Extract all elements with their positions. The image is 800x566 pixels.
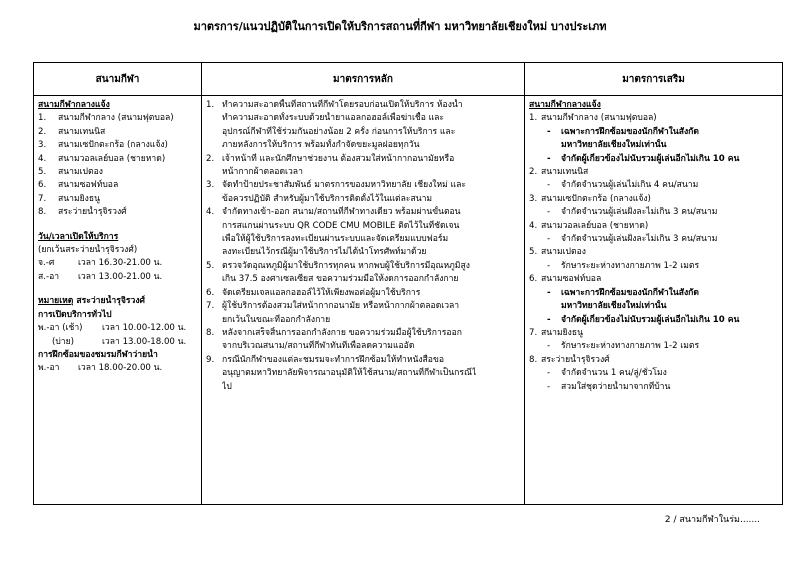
main-measure-line: จากบริเวณสนาม/สถานที่กีฬาทันทีเพื่อลดความแออัด <box>222 341 415 352</box>
main-measure-line: อุปกรณ์กีฬาที่ใช้ร่วมกันอย่างน้อย 2 ครั้ง ก่อนการให้บริการ และ <box>222 126 456 137</box>
extra-measure-number: 2. <box>529 167 538 178</box>
main-measure-line: เกิน 37.5 องศาเซลเซียส ขอความร่วมมือให้งดการออกกำลังกาย <box>222 274 459 285</box>
extra-measure-number: 4. <box>529 220 538 231</box>
main-measure-number: 8. <box>206 327 215 338</box>
extra-measure-number: 3. <box>529 193 538 204</box>
main-measure-item <box>206 153 520 180</box>
venue-item: 5. สนามเปตอง <box>38 167 103 178</box>
extra-measure-item <box>529 166 778 179</box>
main-measure-number: 1. <box>206 100 215 110</box>
main-measure-number: 5. <box>206 260 215 271</box>
extra-measure-label: สนามเซปักตะกร้อ (กลางแจ้ง) <box>541 193 651 204</box>
extra-measure-item <box>529 220 778 233</box>
main-measure-number: 6. <box>206 287 215 298</box>
main-measure-line: ลงทะเบียนไว้กรณีผู้มาใช้บริการไม่ได้นำโทรศัพท์มาด้วย <box>222 247 427 258</box>
main-measure-number: 4. <box>206 207 215 218</box>
main-measure-line: หน้ากากผ้าตลอดเวลา <box>222 167 303 178</box>
main-measure-line: กรณีนักกีฬาของแต่ละชมรมจะทำการฝึกซ้อมให้ทำหนังสือขอ <box>222 354 444 365</box>
extra-measures-column <box>525 96 783 505</box>
venue-item: 2. สนามเทนนิส <box>38 126 106 137</box>
extra-measure-item <box>529 112 778 125</box>
hours-note: (ยกเว้นสระว่ายน้ำรุจิรวงศ์) <box>38 245 138 256</box>
extra-measure-sub: - เฉพาะการฝึกซ้อมของนักกีฬาในสังกัด <box>547 126 699 137</box>
main-measure-line: จัดทำป้ายประชาสัมพันธ์ มาตรการของมหาวิทยาลัย เชียงใหม่ และ <box>222 180 466 191</box>
main-measure-line: ยกเว้นในขณะที่ออกกำลังกาย <box>222 314 331 325</box>
extra-measure-item <box>529 193 778 206</box>
main-measure-line: การสแกนผ่านระบบ QR CODE CMU MOBILE ติดไว้ในที่ชัดเจน <box>222 220 460 231</box>
extra-measure-item <box>529 327 778 340</box>
venue-item: 7. สนามยิงธนู <box>38 193 100 204</box>
training-heading: การฝึกซ้อมของชมรมกีฬาว่ายน้ำ <box>38 349 158 360</box>
extra-measure-sub: มหาวิทยาลัยเชียงใหม่เท่านั้น <box>561 140 667 151</box>
extra-measure-number: 6. <box>529 274 538 285</box>
header-extra-measures: มาตรการเสริม <box>525 63 783 96</box>
header-main-measures: มาตรการหลัก <box>202 63 525 96</box>
venue-item: 1. สนามกีฬากลาง (สนามฟุตบอล) <box>38 113 174 124</box>
header-venue: สนามกีฬา <box>34 63 202 96</box>
measures-table <box>33 62 783 505</box>
extra-measure-sub: - รักษาระยะห่างทางกายภาพ 1-2 เมตร <box>547 260 700 271</box>
extra-measure-sub: - รักษาระยะห่างทางกายภาพ 1-2 เมตร <box>547 341 700 352</box>
extra-measure-label: สนามกีฬากลาง (สนามฟุตบอล) <box>541 113 657 124</box>
main-measure-line: ผู้ใช้บริการต้องสวมใส่หน้ากากอนามัย หรือหน้ากากผ้าตลอดเวลา <box>222 301 460 312</box>
extra-measure-sub: - จำกัดผู้เกี่ยวข้องไม่นับรวมผู้เล่นอีกไม่เกิน 10 คน <box>547 153 740 164</box>
extra-measure-number: 7. <box>529 327 538 338</box>
main-measures-column <box>202 96 525 505</box>
main-measure-number: 2. <box>206 153 215 164</box>
extra-measure-label: สนามวอลเลย์บอล (ชายหาด) <box>541 220 649 231</box>
general-row: พ.-อา (เช้า) เวลา 10.00-12.00 น. <box>38 323 187 334</box>
venue-list <box>38 112 197 219</box>
extra-measure-label: สนามเปตอง <box>541 247 586 258</box>
main-measure-line: เจ้าหน้าที่ และนักศึกษาช่วยงาน ต้องสวมใส่หน้ากากอนามัยหรือ <box>222 153 455 164</box>
main-measure-number: 9. <box>206 354 215 365</box>
extra-measure-number: 8. <box>529 354 538 365</box>
venue-item: 8. สระว่ายน้ำรุจิรวงศ์ <box>38 207 127 218</box>
main-measure-line: เพื่อให้ผู้ใช้บริการลงทะเบียนผ่านระบบและจัดเตรียมแบบฟอร์ม <box>222 234 449 245</box>
extra-measure-sub: - สวมใส่ชุดว่ายน้ำมาจากที่บ้าน <box>547 381 671 392</box>
general-row: (บ่าย) เวลา 13.00-18.00 น. <box>52 336 187 347</box>
venue-item: 4. สนามวอลเลย์บอล (ชายหาด) <box>38 153 166 164</box>
main-measure-line: ตรวจวัดอุณหภูมิผู้มาใช้บริการทุกคน หากพบผู้ใช้บริการมีอุณหภูมิสูง <box>222 260 470 271</box>
hours-row: จ.-ศ เวลา 16.30-21.00 น. <box>38 258 163 269</box>
main-measure-number: 3. <box>206 180 215 191</box>
main-measure-item <box>206 260 520 287</box>
extra-measure-item <box>529 246 778 259</box>
venue-item: 6. สนามซอฟท์บอล <box>38 180 119 191</box>
venue-item: 3. สนามเซปักตะกร้อ (กลางแจ้ง) <box>38 140 168 151</box>
extra-heading: สนามกีฬากลางแจ้ง <box>529 100 601 110</box>
extra-measure-number: 5. <box>529 247 538 258</box>
main-measure-item <box>206 354 520 394</box>
main-measure-item <box>206 206 520 260</box>
main-measure-item <box>206 300 520 327</box>
hours-row: ส.-อา เวลา 13.00-21.00 น. <box>38 271 163 282</box>
main-measure-line: จัดเตรียมเจลแอลกอฮอล์ไว้ให้เพียงพอต่อผู้มาใช้บริการ <box>222 287 421 298</box>
main-measure-number: 7. <box>206 301 215 312</box>
extra-measure-sub: - จำกัดจำนวนผู้เล่นฝั่งละไม่เกิน 3 คน/สนาม <box>547 234 718 245</box>
extra-measure-sub: - จำกัดจำนวนผู้เล่นฝั่งละไม่เกิน 3 คน/สนาม <box>547 207 718 218</box>
training-row: พ.-อา เวลา 18.00-20.00 น. <box>38 363 163 374</box>
main-measure-item <box>206 287 520 300</box>
extra-measure-sub: - จำกัดจำนวนผู้เล่นไม่เกิน 4 คน/สนาม <box>547 180 699 191</box>
main-measure-line: ภายหลังการให้บริการ พร้อมทั้งกำจัดขยะมูลฝอยทุกวัน <box>222 140 420 151</box>
main-measure-item <box>206 99 520 153</box>
extra-measure-label: สนามเทนนิส <box>541 167 589 178</box>
main-measure-line: จำกัดทางเข้า-ออก สนาม/สถานที่กีฬาทางเดียว พร้อมผ่านขั้นตอน <box>222 207 461 218</box>
extra-measure-item <box>529 354 778 367</box>
main-measure-line: หลังจากเสร็จสิ้นการออกกำลังกาย ขอความร่วมมือผู้ใช้บริการออก <box>222 327 462 338</box>
extra-measure-sub: - จำกัดผู้เกี่ยวข้องไม่นับรวมผู้เล่นอีกไม่เกิน 10 คน <box>547 314 740 325</box>
extra-measure-number: 1. <box>529 113 538 124</box>
extra-measure-label: สระว่ายน้ำรุจิรวงศ์ <box>541 354 610 365</box>
main-measure-line: อนุญาตมหาวิทยาลัยพิจารณาอนุมัติให้ใช้สนาม/สถานที่กีฬาเป็นกรณีไ <box>222 368 477 379</box>
extra-measure-item <box>529 273 778 286</box>
main-measure-item <box>206 179 520 206</box>
main-measure-line: ไป <box>222 381 232 392</box>
general-heading: การเปิดบริการทั่วไป <box>38 309 112 320</box>
extra-measure-label: สนามซอฟท์บอล <box>541 274 602 285</box>
extra-measure-label: สนามยิงธนู <box>541 327 583 338</box>
venue-column <box>34 96 202 505</box>
extra-measure-sub: มหาวิทยาลัยเชียงใหม่เท่านั้น <box>561 301 667 312</box>
hours-heading: วัน/เวลาเปิดให้บริการ <box>38 231 119 242</box>
main-measure-item <box>206 327 520 354</box>
page-title: มาตรการ/แนวปฏิบัติในการเปิดให้บริการสถานที่กีฬา มหาวิทยาลัยเชียงใหม่ บางประเภท <box>193 20 607 33</box>
extra-measure-sub: - เฉพาะการฝึกซ้อมของนักกีฬาในสังกัด <box>547 287 699 298</box>
pool-note: หมายเหตุ สระว่ายน้ำรุจิรวงศ์ <box>38 296 145 307</box>
extra-measure-sub: - จำกัดจำนวน 1 คน/ลู่/ชั่วโมง <box>547 368 667 379</box>
main-measure-line: ทำความสะอาดพื้นที่สถานที่กีฬาโดยรอบก่อนเปิดให้บริการ ห้องน้ำ <box>222 100 463 110</box>
main-measure-line: ข้อควรปฏิบัติ สำหรับผู้มาใช้บริการติดตั้งไว้ในแต่ละสนาม <box>222 193 433 204</box>
venue-heading: สนามกีฬากลางแจ้ง <box>38 100 110 110</box>
main-measure-line: ทำความสะอาดทั้งระบบด้วยน้ำยาแอลกอฮอล์เพื่อฆ่าเชื้อ และ <box>222 113 445 124</box>
page-footer: 2 / สนามกีฬาในร่ม....... <box>664 515 760 525</box>
